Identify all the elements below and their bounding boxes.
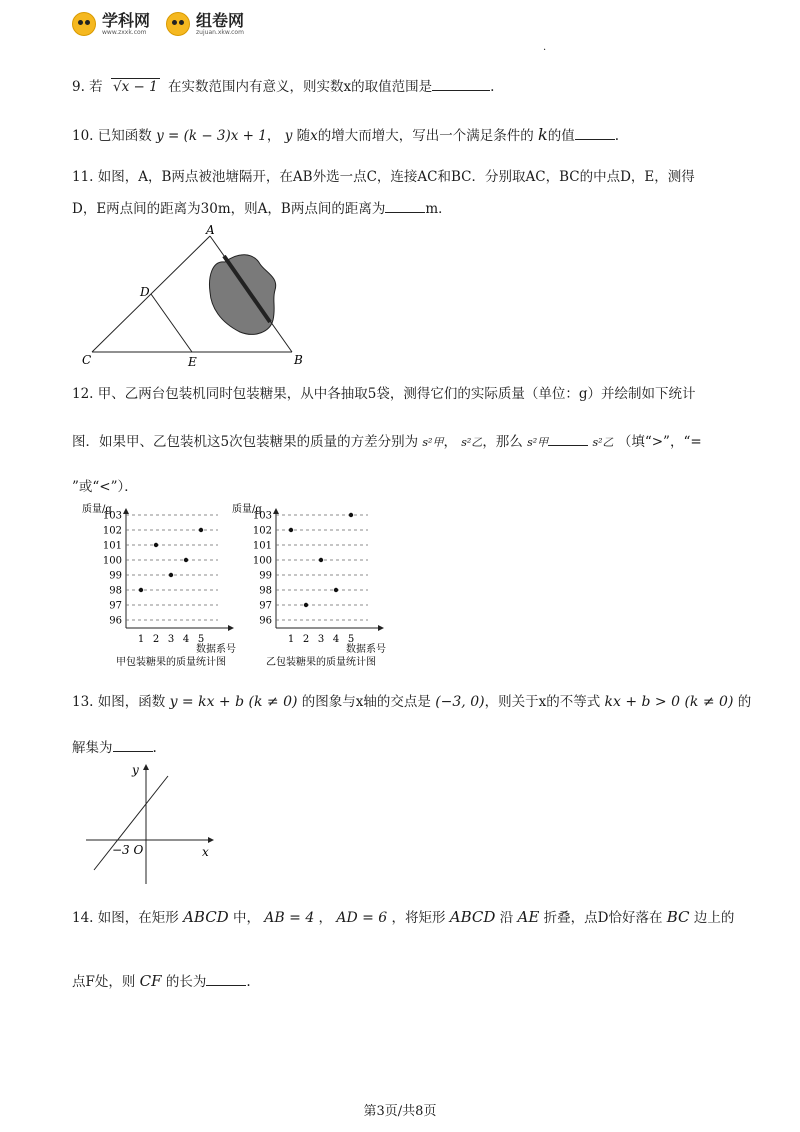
label-b: B [294,353,303,367]
y-tick-label: 96 [259,615,272,627]
x-tick-label: 1 [287,634,295,645]
y-axis-arrow-icon [143,764,149,770]
label-c: C [82,353,92,367]
x-tick-label: 1 [137,634,145,645]
x-axis-label: 数据系号 [346,644,386,655]
chart-title: 乙包装糖果的质量统计图 [266,657,376,668]
x-axis-arrow-icon [208,837,214,843]
data-point [184,558,188,562]
answer-blank [432,78,490,91]
y-tick-label: 100 [102,555,122,567]
question-11-line-2: D，E两点间的距离为30m，则A，B两点间的距离为 m． [72,201,452,217]
y-tick-label: 99 [109,570,122,582]
chart-yi [228,500,408,672]
y-tick-label: 98 [109,585,122,597]
data-point [304,603,308,607]
y-tick-label: 103 [102,510,122,522]
answer-blank [206,973,246,986]
y-tick-label: 103 [252,510,272,522]
label-y: y [132,763,139,777]
y-tick-label: 99 [259,570,272,582]
question-14-line-2: 点F处，则 CF 的长为 . [72,972,251,990]
pond-shape [210,255,276,335]
question-9: 9. 若 √x − 1 在实数范围内有意义，则实数x的取值范围是 . [72,79,495,95]
site-logo [72,12,244,36]
y-tick-label: 101 [102,540,122,552]
y-tick-label: 96 [109,615,122,627]
x-tick-label: 3 [167,634,175,645]
question-12-line-1: 12. 甲、乙两台包装机同时包装糖果，从中各抽取5袋，测得它们的实际质量（单位：g）并绘制如下统计 [72,386,696,402]
y-tick-label: 98 [259,585,272,597]
x-tick-label: 5 [197,634,205,645]
y-tick-label: 102 [102,525,122,537]
data-point [199,528,203,532]
data-point [349,513,353,517]
data-point [334,588,338,592]
question-14-line-1: 14. 如图，在矩形 ABCD 中， AB = 4 ， AD = 6 ，将矩形 ABCD 沿 AE 折叠，点D恰好落在 BC 边上的 [72,908,735,926]
question-13-line-1: 13. 如图，函数 y = kx + b (k ≠ 0) 的图象与x轴的交点是 (−3, 0)，则关于x的不等式 kx + b > 0 (k ≠ 0) 的 [72,694,752,710]
chart-title: 甲包装糖果的质量统计图 [116,657,226,668]
header-dot: . [543,42,547,53]
x-axis-arrow-icon [378,625,384,631]
logo-zujuan: 组卷网 zujuan.xkw.com [196,10,245,36]
pond-triangle-figure [80,222,320,370]
label-a: A [206,223,215,237]
segment-de [151,294,192,352]
linear-function-graph [80,760,220,888]
smiley-logo-icon-2 [166,12,190,36]
question-11-line-1: 11. 如图，A，B两点被池塘隔开，在AB外选一点C，连接AC和BC．分别取AC，BC的中点D，E，测得 [72,169,695,185]
x-tick-label: 2 [302,634,310,645]
label-x: x [202,845,209,859]
question-12-line-3: ”或“<”）． [72,479,138,495]
x-tick-label: 4 [182,634,190,645]
y-axis-label: 质量/g [232,504,262,515]
answer-blank [575,127,615,140]
q10-expression: y = (k − 3)x + 1 [156,128,267,144]
smiley-logo-icon [72,12,96,36]
x-tick-label: 5 [347,634,355,645]
logo-zxxk: 学科网 www.zxxk.com [102,10,151,36]
data-point [139,588,143,592]
label-origin: −3 O [112,843,144,857]
data-point [154,543,158,547]
answer-blank [548,433,588,446]
data-point [319,558,323,562]
page-number: 第3页/共8页 [363,1104,437,1119]
y-tick-label: 97 [259,600,272,612]
y-axis-arrow-icon [273,508,279,514]
question-10: 10. 已知函数 y = (k − 3)x + 1， y 随x的增大而增大，写出一个满足条件的 k的值 . [72,125,620,144]
q9-expression: √x − 1 [112,79,158,95]
x-axis-label: 数据系号 [196,644,236,655]
y-tick-label: 97 [109,600,122,612]
y-tick-label: 100 [252,555,272,567]
label-d: D [140,285,150,299]
label-e: E [188,355,197,369]
answer-blank [113,739,153,752]
y-axis-label: 质量/g [82,504,112,515]
x-tick-label: 3 [317,634,325,645]
y-tick-label: 102 [252,525,272,537]
data-point [289,528,293,532]
question-12-line-2: 图．如果甲、乙包装机这5次包装糖果的质量的方差分别为 s²甲， s²乙，那么 s²甲 s²乙 （填“>”，“= [72,434,702,450]
x-tick-label: 4 [332,634,340,645]
data-point [169,573,173,577]
question-13-line-2: 解集为 . [72,740,157,756]
y-axis-arrow-icon [123,508,129,514]
y-tick-label: 101 [252,540,272,552]
answer-blank [385,200,425,213]
x-tick-label: 2 [152,634,160,645]
